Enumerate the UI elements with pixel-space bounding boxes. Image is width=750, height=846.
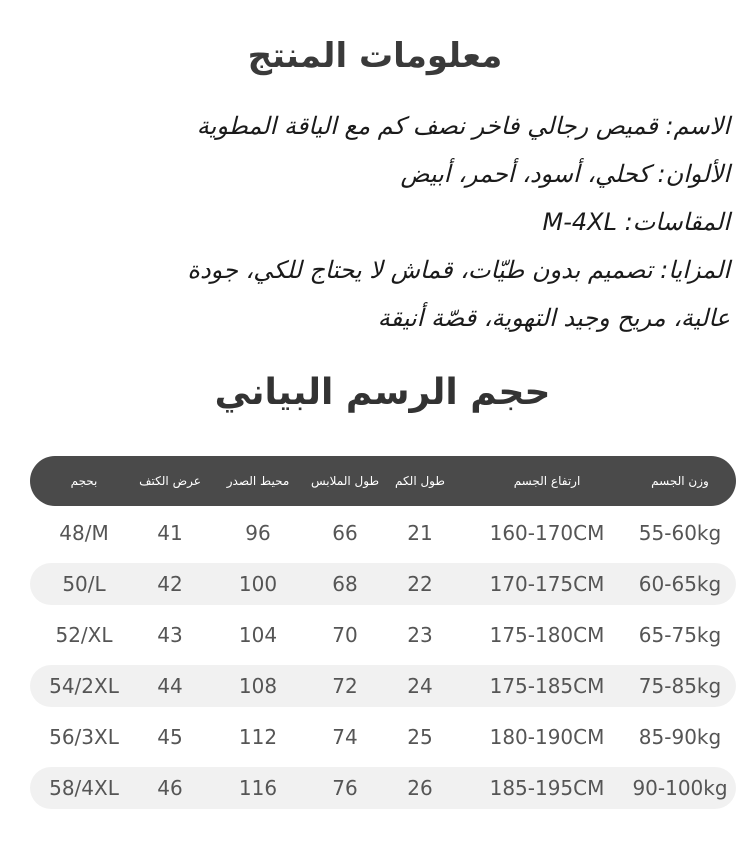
cell-height: 175-185CM <box>489 674 605 698</box>
product-sizes-line: المقاسات: M-4XL <box>542 208 730 236</box>
cell-height: 175-180CM <box>489 623 605 647</box>
cell-size: 58/4XL <box>49 776 119 800</box>
cell-weight: 55-60kg <box>638 521 722 545</box>
header-body-height: ارتفاع الجسم <box>513 474 581 488</box>
cell-size: 52/XL <box>55 623 113 647</box>
cell-sleeve: 24 <box>407 674 433 698</box>
cell-length: 68 <box>332 572 358 596</box>
cell-size: 50/L <box>62 572 106 596</box>
cell-weight: 65-75kg <box>638 623 722 647</box>
header-size: بحجم <box>70 474 98 488</box>
product-features-line-continued: عالية، مريح وجيد التهوية، قصّة أنيقة <box>377 304 730 332</box>
cell-length: 76 <box>332 776 358 800</box>
product-colors-line: الألوان: كحلي، أسود، أحمر، أبيض <box>400 160 730 188</box>
cell-length: 66 <box>332 521 358 545</box>
cell-height: 185-195CM <box>489 776 605 800</box>
cell-chest: 116 <box>238 776 278 800</box>
cell-shoulder: 42 <box>157 572 183 596</box>
cell-height: 160-170CM <box>489 521 605 545</box>
cell-sleeve: 23 <box>407 623 433 647</box>
cell-size: 48/M <box>59 521 109 545</box>
table-row <box>30 512 736 554</box>
cell-sleeve: 22 <box>407 572 433 596</box>
cell-length: 70 <box>332 623 358 647</box>
product-name-line: الاسم: قميص رجالي فاخر نصف كم مع الياقة المطوية <box>196 112 730 140</box>
table-row <box>30 665 736 707</box>
cell-height: 170-175CM <box>489 572 605 596</box>
product-info-block <box>30 102 730 342</box>
cell-length: 72 <box>332 674 358 698</box>
header-sleeve-length: طول الكم <box>395 474 445 488</box>
header-chest: محيط الصدر <box>226 474 290 488</box>
cell-sleeve: 25 <box>407 725 433 749</box>
table-row <box>30 767 736 809</box>
cell-length: 74 <box>332 725 358 749</box>
cell-size: 56/3XL <box>49 725 119 749</box>
cell-shoulder: 44 <box>157 674 183 698</box>
table-row <box>30 716 736 758</box>
cell-sleeve: 26 <box>407 776 433 800</box>
table-row <box>30 563 736 605</box>
cell-chest: 108 <box>238 674 278 698</box>
cell-sleeve: 21 <box>407 521 433 545</box>
cell-shoulder: 43 <box>157 623 183 647</box>
cell-height: 180-190CM <box>489 725 605 749</box>
cell-chest: 112 <box>238 725 278 749</box>
header-shoulder-width: عرض الكتف <box>139 474 201 488</box>
cell-shoulder: 41 <box>157 521 183 545</box>
product-info-title: معلومات المنتج <box>247 36 503 76</box>
header-body-weight: وزن الجسم <box>651 474 709 488</box>
size-chart-title: حجم الرسم البياني <box>214 372 551 413</box>
cell-chest: 104 <box>238 623 278 647</box>
cell-weight: 90-100kg <box>632 776 728 800</box>
cell-chest: 96 <box>245 521 271 545</box>
cell-shoulder: 45 <box>157 725 183 749</box>
cell-size: 54/2XL <box>49 674 119 698</box>
cell-shoulder: 46 <box>157 776 183 800</box>
table-row <box>30 614 736 656</box>
header-garment-length: طول الملابس <box>310 474 379 488</box>
size-table-header <box>30 456 736 506</box>
cell-weight: 60-65kg <box>638 572 722 596</box>
cell-weight: 75-85kg <box>638 674 722 698</box>
product-features-line: المزايا: تصميم بدون طيّات، قماش لا يحتاج للكي، جودة <box>187 256 730 284</box>
cell-weight: 85-90kg <box>638 725 722 749</box>
cell-chest: 100 <box>238 572 278 596</box>
